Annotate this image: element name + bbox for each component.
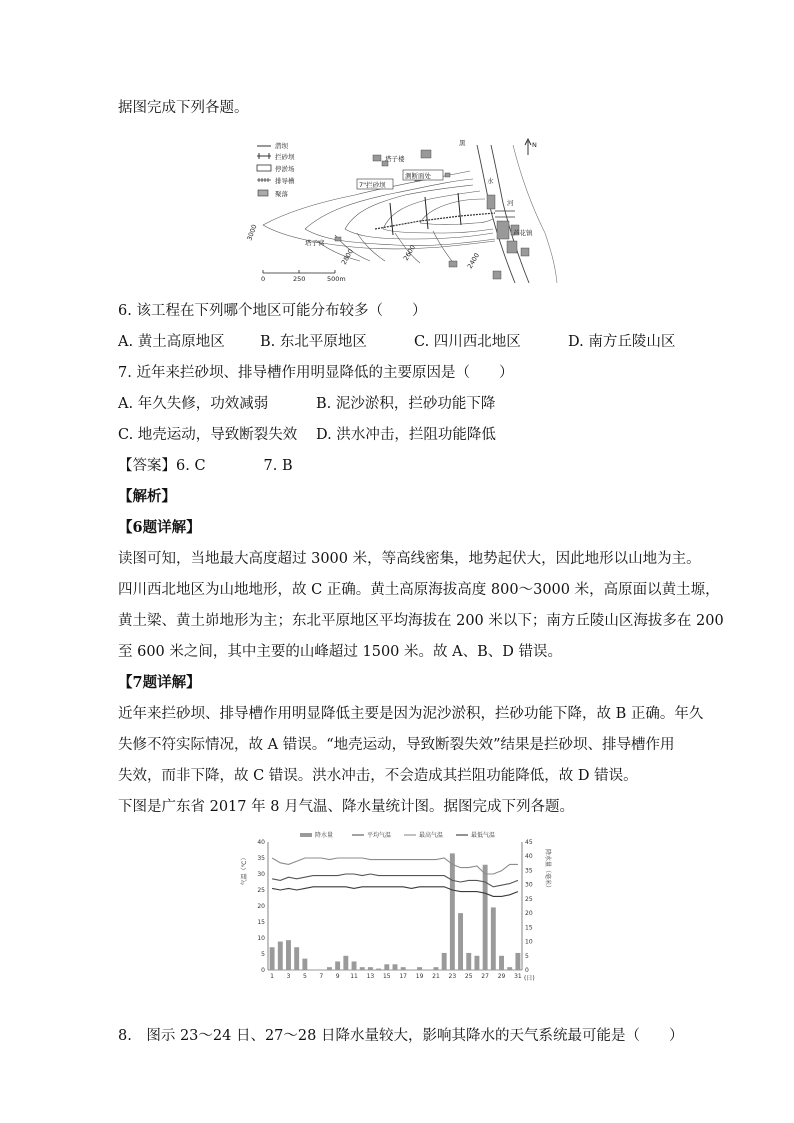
ylabel-left: 气温（℃） bbox=[241, 854, 248, 886]
answer-line: 【答案】6. C 7. B bbox=[118, 458, 293, 474]
legend-label: 最高气温 bbox=[419, 832, 444, 839]
legend-label: 降水量 bbox=[315, 832, 334, 839]
ytick-left: 5 bbox=[261, 951, 265, 958]
precip-bar bbox=[401, 967, 406, 970]
climate-chart bbox=[240, 830, 550, 982]
q6-option-b: B. 东北平原地区 bbox=[260, 334, 367, 350]
precip-bar bbox=[434, 967, 439, 970]
ytick-right: 35 bbox=[525, 867, 533, 875]
temperature-lines bbox=[272, 858, 518, 896]
precip-bar bbox=[458, 913, 463, 970]
precip-bar bbox=[368, 967, 373, 970]
precip-bar bbox=[450, 853, 455, 970]
precip-bar bbox=[294, 947, 299, 970]
detail6-line-1: 读图可知，当地最大高度超过 3000 米，等高线密集，地势起伏大，因此地形以山地为主。 bbox=[118, 551, 701, 567]
q7-option-c: C. 地壳运动，导致断裂失效 bbox=[118, 427, 298, 443]
precip-bar bbox=[483, 865, 488, 970]
ytick-right: 40 bbox=[525, 853, 533, 861]
ytick-right: 0 bbox=[525, 967, 529, 974]
contour-3000: 3000 bbox=[245, 223, 259, 242]
xtick: 3 bbox=[286, 973, 291, 980]
xtick: 17 bbox=[399, 973, 408, 980]
q7-option-b: B. 泥沙淤积，拦砂功能下降 bbox=[316, 396, 496, 412]
precip-bar bbox=[474, 956, 479, 970]
ytick-right: 5 bbox=[525, 952, 529, 960]
intro-text-2: 下图是广东省 2017 年 8 月气温、降水量统计图。据图完成下列各题。 bbox=[118, 799, 575, 815]
xtick: 5 bbox=[302, 973, 307, 980]
xtick: 31 bbox=[514, 973, 522, 980]
ytick-left: 15 bbox=[257, 919, 265, 926]
ylabel-right: 降水量（毫米） bbox=[544, 848, 551, 892]
detail7-line-1: 近年来拦砂坝、排导槽作用明显降低主要是因为泥沙淤积，拦砂功能下降，故 B 正确。年久 bbox=[118, 706, 704, 722]
precip-bar bbox=[466, 953, 471, 970]
legend-lanshaba: 拦砂坝 bbox=[275, 153, 295, 161]
xtick: 1 bbox=[270, 973, 275, 980]
detail7-line-3: 失效，而非下降，故 C 错误。洪水冲击，不会造成其拦阻功能降低，故 D 错误。 bbox=[118, 768, 638, 784]
q7-stem: 7. 近年来拦砂坝、排导槽作用明显降低的主要原因是（ ） bbox=[118, 365, 514, 381]
ytick-right: 30 bbox=[525, 881, 533, 889]
contour-2400: 2400 bbox=[465, 251, 482, 270]
label-dam7: 7"拦砂坝 bbox=[359, 181, 386, 189]
ytick-right: 45 bbox=[525, 839, 533, 846]
legend-label: 最低气温 bbox=[471, 832, 496, 839]
detail7-heading: 【7题详解】 bbox=[118, 674, 201, 691]
ytick-left: 0 bbox=[261, 967, 265, 974]
label-he: 河 bbox=[507, 199, 514, 207]
svg-text:N: N bbox=[532, 141, 537, 149]
series-line-min bbox=[272, 887, 518, 897]
precip-bar bbox=[327, 967, 332, 970]
precip-bar bbox=[335, 961, 340, 970]
svg-text:250: 250 bbox=[293, 275, 306, 283]
precip-bar bbox=[499, 956, 504, 970]
precip-bar bbox=[507, 967, 512, 970]
analysis-heading: 【解析】 bbox=[118, 488, 176, 505]
precip-bar bbox=[352, 961, 357, 970]
ytick-left: 40 bbox=[257, 839, 265, 846]
chart-legend bbox=[300, 831, 495, 839]
legend-label: 平均气温 bbox=[367, 832, 392, 839]
xtick: 27 bbox=[481, 973, 489, 980]
xtick: 25 bbox=[464, 973, 473, 980]
intro-text-1: 据图完成下列各题。 bbox=[118, 100, 249, 116]
q6-stem: 6. 该工程在下列哪个地区可能分布较多（ ） bbox=[118, 303, 427, 319]
precip-bars bbox=[270, 853, 521, 970]
contour-2800: 2800 bbox=[339, 247, 356, 266]
legend-juluo: 聚落 bbox=[275, 190, 288, 198]
xlabel: (日) bbox=[524, 975, 535, 982]
precip-bar bbox=[515, 953, 520, 970]
svg-text:500m: 500m bbox=[327, 275, 346, 283]
label-luhuazhen: 芦花镇 bbox=[513, 229, 533, 237]
q6-option-d: D. 南方丘陵山区 bbox=[568, 334, 676, 350]
precip-bar bbox=[286, 940, 291, 970]
q6-option-c: C. 四川西北地区 bbox=[414, 334, 521, 350]
precip-bar bbox=[442, 953, 447, 970]
label-shui: 水 bbox=[487, 177, 494, 185]
xtick: 7 bbox=[319, 973, 324, 980]
ytick-left: 10 bbox=[257, 935, 265, 942]
xtick: 11 bbox=[350, 973, 358, 980]
xtick: 13 bbox=[366, 973, 375, 980]
precip-bar bbox=[270, 947, 275, 970]
xtick: 29 bbox=[497, 973, 506, 980]
ytick-right: 25 bbox=[525, 895, 533, 903]
ytick-right: 10 bbox=[525, 938, 533, 946]
detail6-line-3: 黄土梁、黄土峁地形为主；东北平原地区平均海拔在 200 米以下；南方丘陵山区海拔多在 200 bbox=[118, 613, 724, 629]
xtick: 23 bbox=[448, 973, 457, 980]
precip-bar bbox=[491, 907, 496, 970]
precip-bar bbox=[302, 959, 307, 970]
precip-bar bbox=[278, 942, 283, 970]
ytick-left: 30 bbox=[257, 871, 265, 878]
precip-bar bbox=[393, 964, 398, 970]
q7-option-a: A. 年久失修，功效减弱 bbox=[118, 396, 269, 412]
detail6-heading: 【6题详解】 bbox=[118, 519, 201, 536]
xtick: 9 bbox=[335, 973, 340, 980]
xtick: 21 bbox=[432, 973, 440, 980]
label-hei: 黑 bbox=[459, 139, 466, 147]
q8-stem: 8. 图示 23～24 日、27～28 日降水量较大，影响其降水的天气系统最可能是（ ） bbox=[118, 1028, 684, 1044]
detail6-line-4: 至 600 米之间，其中主要的山峰超过 1500 米。故 A、B、D 错误。 bbox=[118, 644, 562, 660]
legend-qianba: 潜坝 bbox=[275, 142, 288, 150]
detail6-line-2: 四川西北地区为山地地形，故 C 正确。黄土高原海拔高度 800～3000 米，高原面以黄土塬， bbox=[118, 582, 720, 598]
ytick-right: 15 bbox=[525, 924, 533, 932]
precip-bar bbox=[360, 967, 365, 970]
debris-flow-map bbox=[245, 133, 563, 288]
label-tazigou: 塔子窝 bbox=[305, 239, 325, 247]
legend-paidaocao: 排导槽 bbox=[275, 177, 295, 185]
legend-swatch-bar bbox=[300, 833, 312, 837]
contour-2600: 2600 bbox=[401, 243, 418, 262]
label-measure: 测断面处 bbox=[405, 172, 431, 180]
ytick-left: 35 bbox=[257, 855, 265, 862]
series-line-max bbox=[272, 858, 518, 874]
legend-tingyuchang: 停淤场 bbox=[275, 165, 295, 173]
xtick: 19 bbox=[415, 973, 424, 980]
precip-bar bbox=[343, 956, 348, 970]
ytick-left: 20 bbox=[257, 903, 265, 910]
q6-option-a: A. 黄土高原地区 bbox=[118, 334, 225, 350]
svg-text:0: 0 bbox=[261, 275, 266, 283]
label-tazilou: 塔子楼 bbox=[385, 155, 405, 163]
series-line-avg bbox=[272, 874, 518, 887]
ytick-right: 20 bbox=[525, 910, 533, 918]
precip-bar bbox=[417, 967, 422, 970]
precip-bar bbox=[384, 964, 389, 970]
ytick-left: 25 bbox=[257, 887, 265, 894]
precip-bar bbox=[376, 969, 381, 970]
q7-option-d: D. 洪水冲击，拦阻功能降低 bbox=[316, 427, 496, 443]
detail7-line-2: 失修不符实际情况，故 A 错误。“地壳运动，导致断裂失效”结果是拦砂坝、排导槽作用 bbox=[118, 737, 675, 753]
xtick: 15 bbox=[382, 973, 391, 980]
